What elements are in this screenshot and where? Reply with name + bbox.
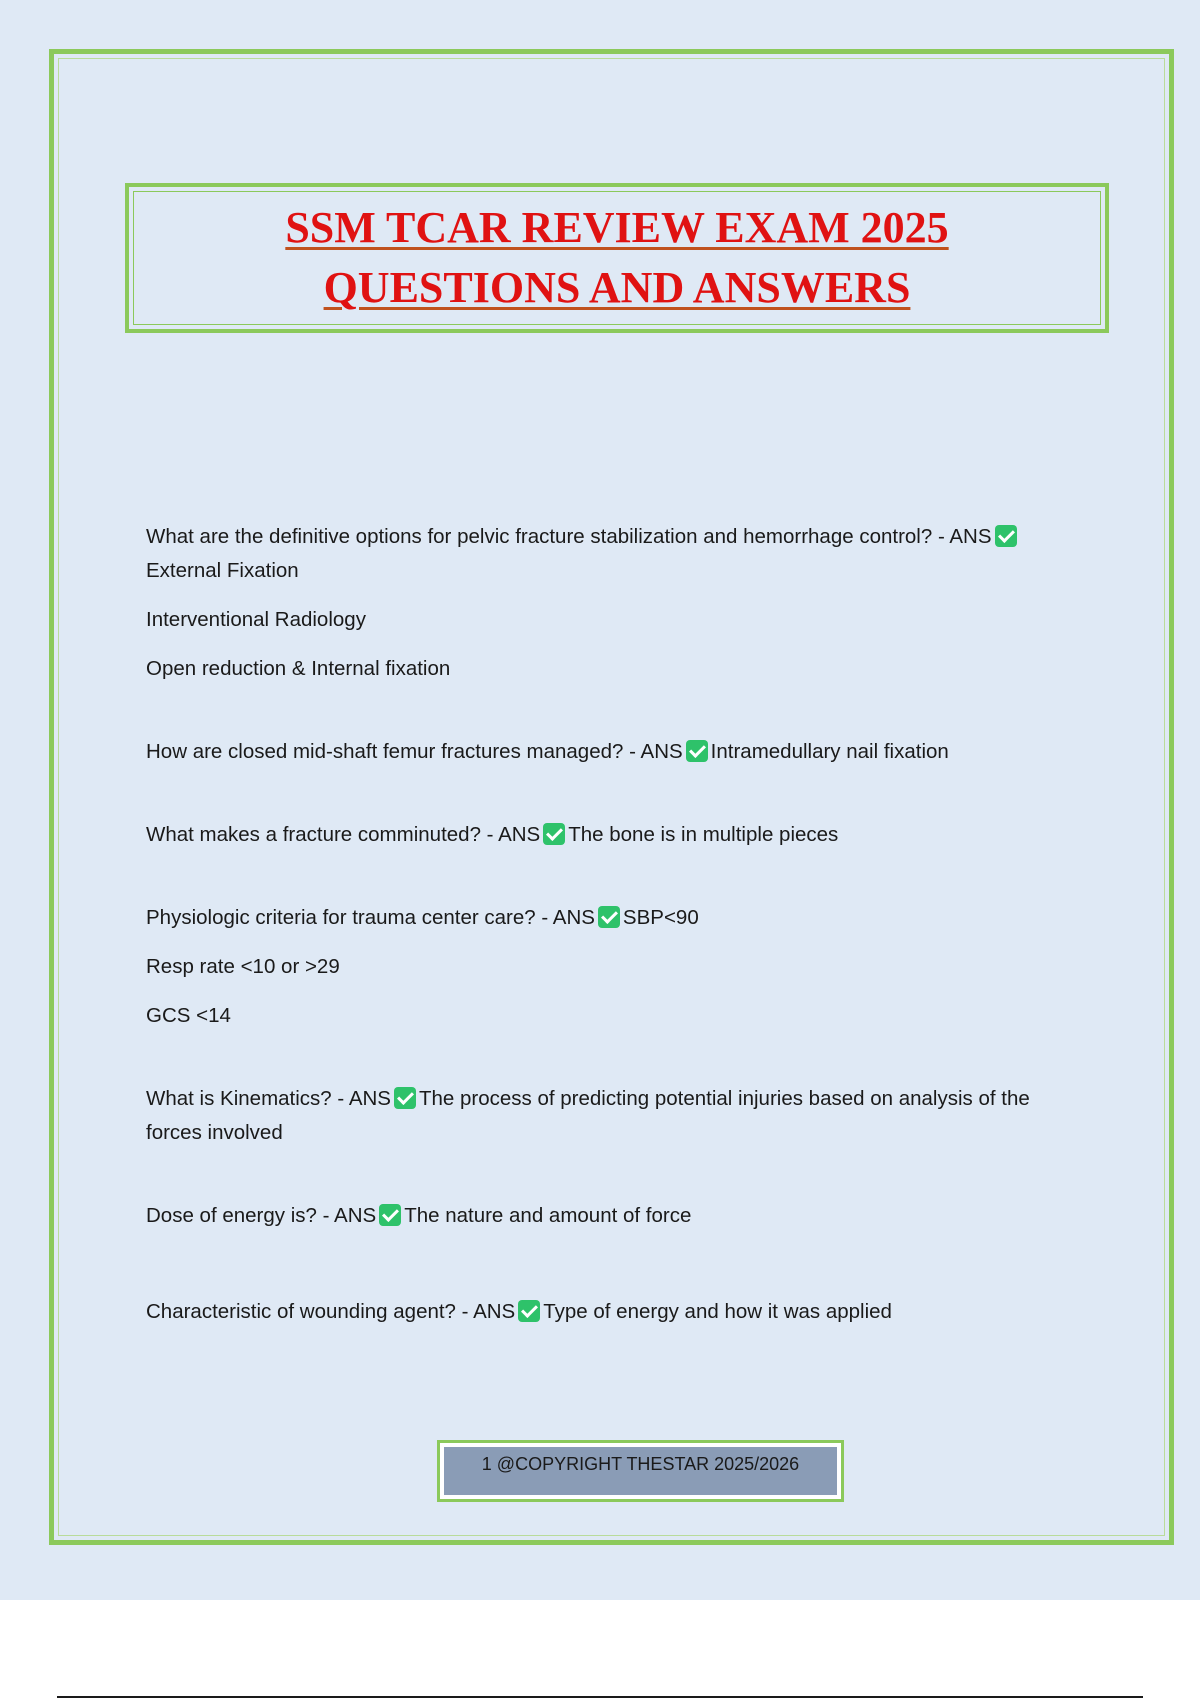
answer-text: The bone is in multiple pieces [568,823,839,846]
answer-marker: ANS [473,1300,516,1323]
qa-item [146,1082,1086,1150]
answer-marker: ANS [949,525,992,548]
answer-marker: ANS [334,1204,377,1227]
answer-continuation: Interventional Radiology [146,608,366,631]
qa-item [146,818,1086,852]
qa-question-line [146,1199,1086,1233]
qa-item [146,1199,1086,1233]
answer-text: Intramedullary nail fixation [710,740,949,763]
check-box-icon [379,1204,401,1226]
answer-text: The process of predicting potential injuries based on analysis of the forces involved [146,1087,1030,1144]
answer-marker: ANS [640,740,683,763]
answer-text: Type of energy and how it was applied [543,1300,892,1323]
footer-copyright: 1 @COPYRIGHT THESTAR 2025/2026 [444,1447,837,1495]
answer-text: External Fixation [146,559,299,582]
question-text: Characteristic of wounding agent? - [146,1300,469,1323]
check-box-icon [598,906,620,928]
answer-text: The nature and amount of force [404,1204,692,1227]
answer-marker: ANS [498,823,541,846]
question-text: Physiologic criteria for trauma center care? - [146,906,549,929]
question-text: What makes a fracture comminuted? - [146,823,494,846]
qa-item [146,1295,1086,1329]
title-box [125,183,1109,333]
qa-question-line [146,1295,1086,1329]
answer-continuation: Resp rate <10 or >29 [146,955,340,978]
question-text: What is Kinematics? - [146,1087,345,1110]
answer-continuation: GCS <14 [146,1004,231,1027]
check-box-icon [394,1087,416,1109]
qa-item [146,901,1086,1033]
check-box-icon [686,740,708,762]
document-title [285,198,948,318]
question-text: What are the definitive options for pelvic fracture stabilization and hemorrhage control? - [146,525,945,548]
answer-text: SBP<90 [622,906,699,929]
question-text: Dose of energy is? - [146,1204,330,1227]
qa-question-line [146,901,1086,935]
qa-list [146,520,1086,1344]
check-box-icon [518,1300,540,1322]
answer-marker: ANS [348,1087,391,1110]
answer-continuation: Open reduction & Internal fixation [146,657,451,680]
question-text: How are closed mid-shaft femur fractures managed? - [146,740,636,763]
title-line-1: SSM TCAR REVIEW EXAM 2025 [285,203,949,252]
footer-box [437,1440,844,1502]
qa-question-line [146,818,1086,852]
check-box-icon [543,823,565,845]
title-line-2: QUESTIONS AND ANSWERS [323,263,911,312]
qa-question-line [146,520,1086,588]
qa-item [146,520,1086,686]
check-box-icon [995,525,1017,547]
qa-question-line [146,1082,1086,1150]
qa-item [146,735,1086,769]
answer-marker: ANS [552,906,595,929]
qa-question-line [146,735,1086,769]
page-divider [57,1696,1143,1698]
